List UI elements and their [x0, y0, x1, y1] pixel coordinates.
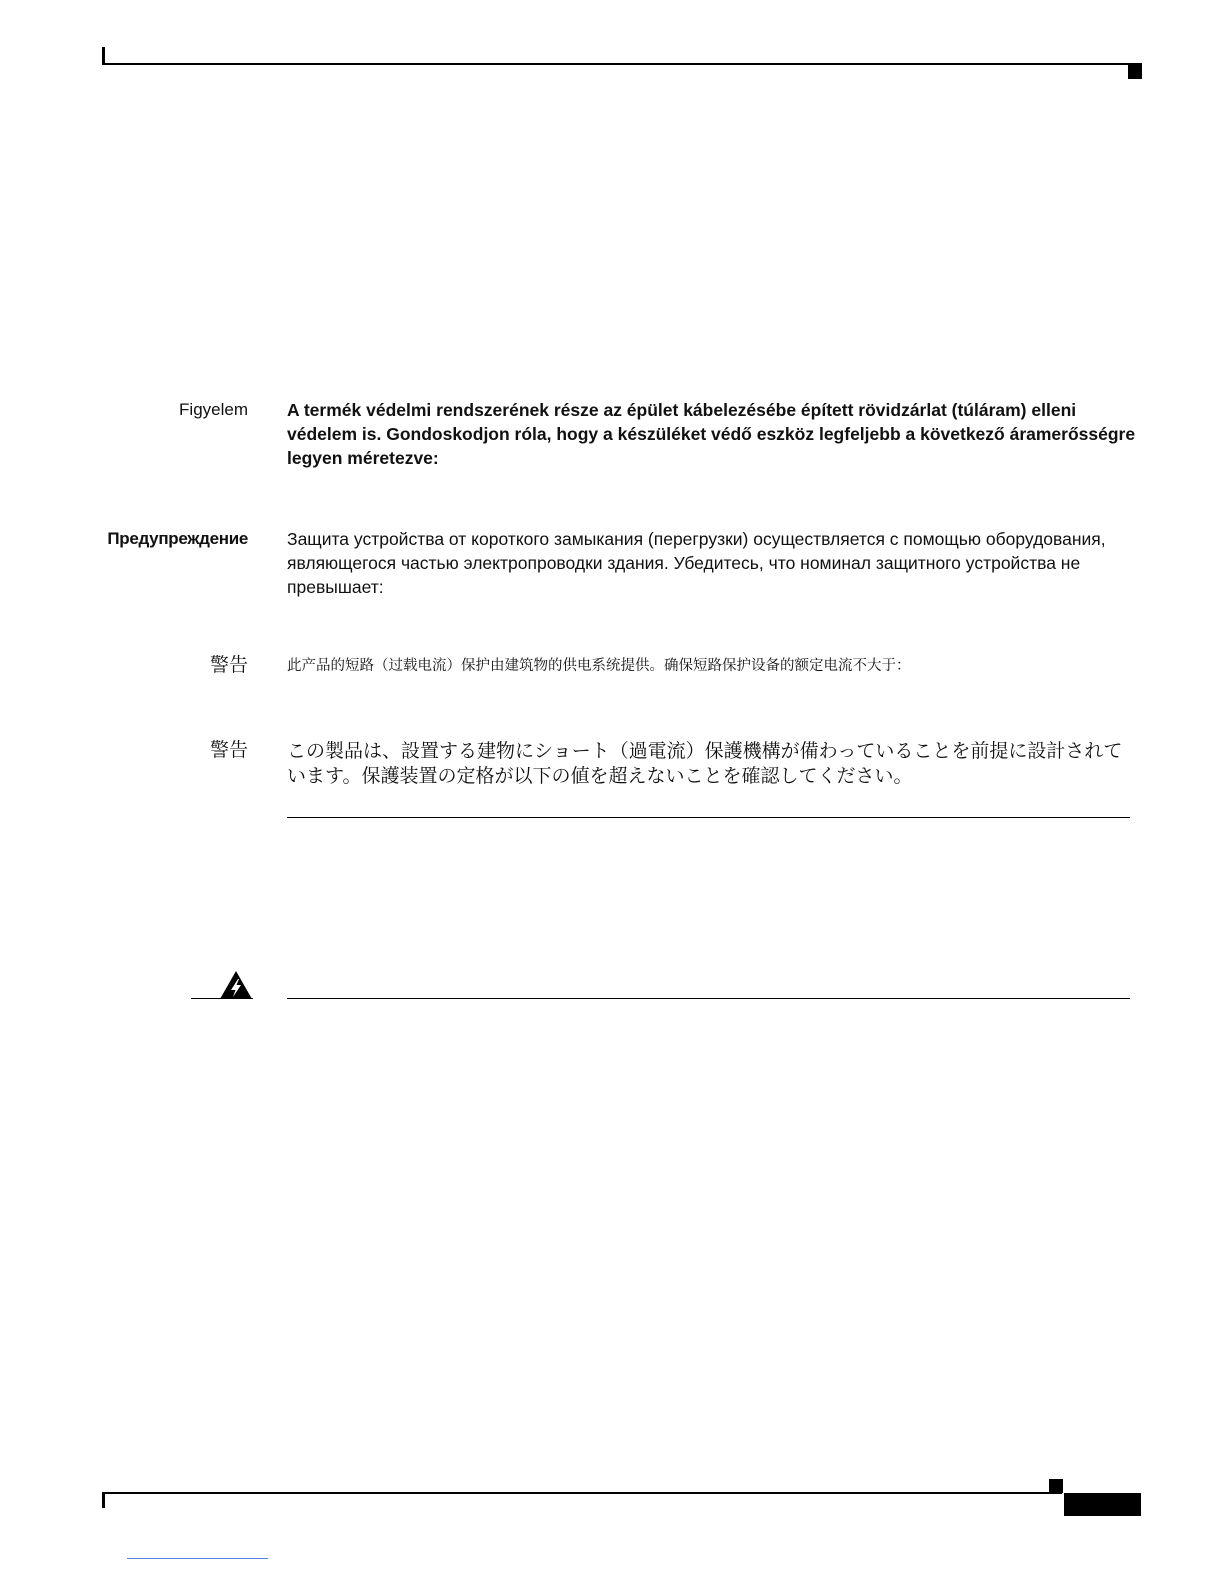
- warning-icon: [219, 970, 253, 1000]
- warning-label-chinese: 警告: [209, 655, 248, 676]
- warning-label-russian: Предупреждение: [107, 529, 248, 548]
- header-marker: [1128, 65, 1142, 79]
- page-number-tab: [1064, 1493, 1141, 1516]
- warning-text-hungarian: A termék védelmi rendszerének része az épület kábelezésébe épített rövidzárlat (túláram) elleni védelem is. Gondoskodjon róla, hogy a készüléket védő eszköz legfeljebb a következő áramerősségre legyen méretezve:: [287, 400, 1136, 468]
- footer-tick: [102, 1492, 105, 1508]
- warning-icon-underline: [191, 998, 253, 999]
- warning-text-russian: Защита устройства от короткого замыкания (перегрузки) осуществляется с помощью оборудования, являющегося частью электропроводки здания. Убедитесь, что номинал защитного устройства не превышает:: [287, 529, 1106, 597]
- warning-label-japanese: 警告: [209, 740, 248, 761]
- header-rule: [102, 63, 1142, 65]
- section-divider: [287, 817, 1130, 818]
- warning-text-chinese: 此产品的短路（过载电流）保护由建筑物的供电系统提供。确保短路保护设备的额定电流不大于：: [287, 658, 911, 674]
- footer-marker: [1049, 1479, 1063, 1493]
- footer-link-underline[interactable]: [127, 1558, 268, 1559]
- warning-text-japanese: この製品は、設置する建物にショート（過電流）保護機構が備わっていることを前提に設計されています。保護装置の定格が以下の値を超えないことを確認してください。: [287, 741, 1123, 787]
- warning-label-hungarian: Figyelem: [179, 400, 248, 419]
- warning-rule: [287, 998, 1130, 999]
- footer-rule: [102, 1492, 1062, 1494]
- header-tick: [102, 47, 105, 64]
